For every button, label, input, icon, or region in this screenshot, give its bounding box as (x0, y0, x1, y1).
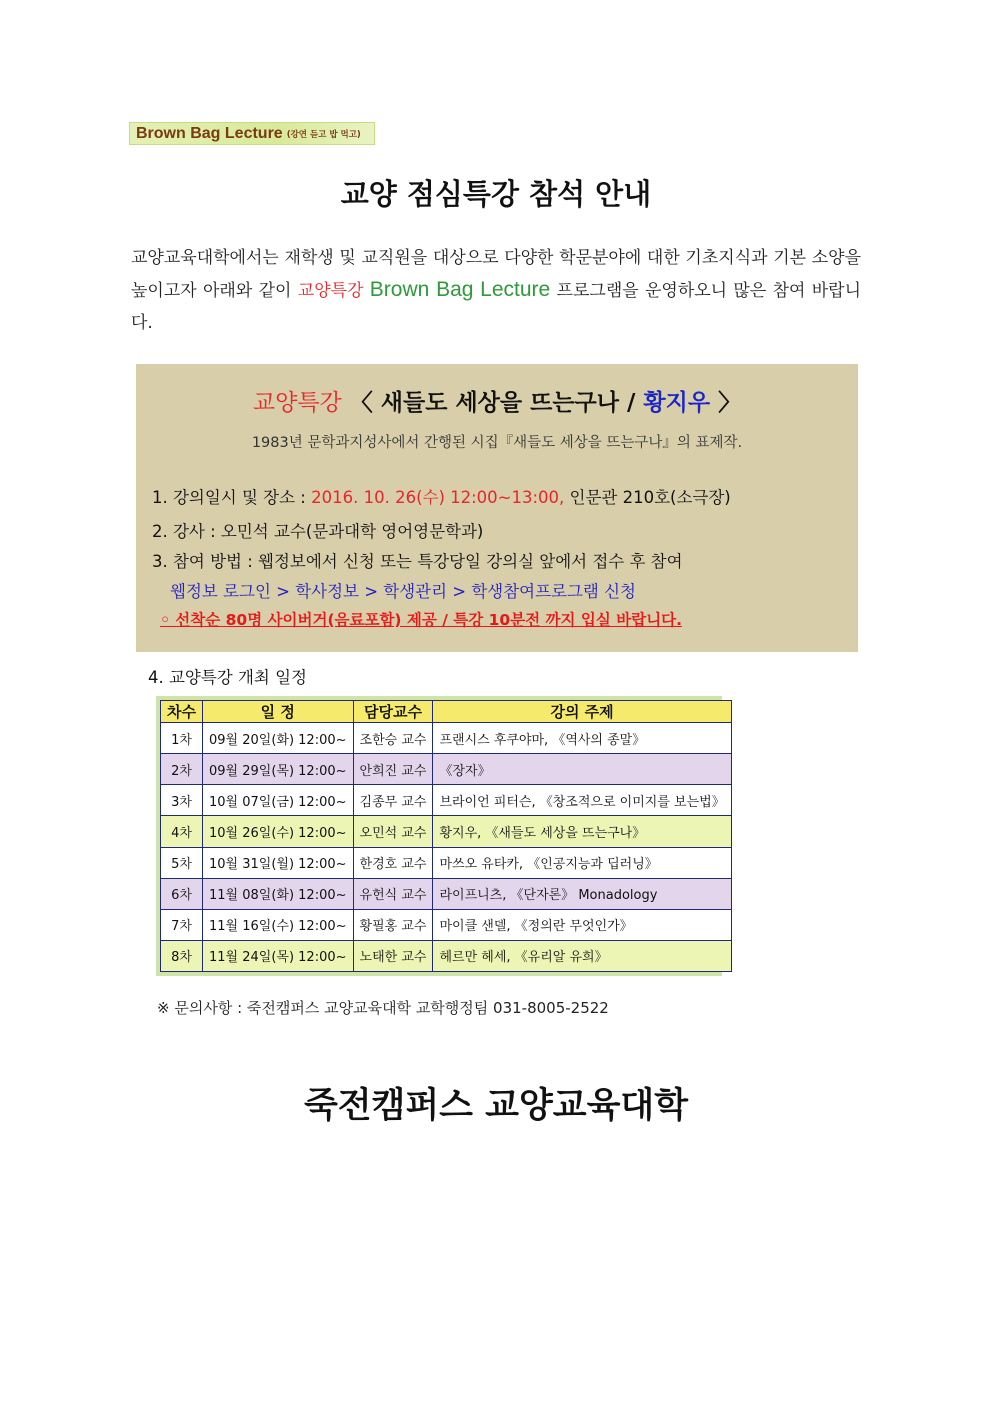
row-date: 11월 08일(화) 12:00~ (202, 878, 353, 909)
schedule-heading: 4. 교양특강 개최 일정 (148, 668, 307, 687)
intro-text-after: 프로그램을 운영하오니 많은 참여 바랍니다. (131, 281, 862, 333)
schedule-row (161, 940, 732, 971)
badge-subtitle: (강연 듣고 밥 먹고) (286, 129, 361, 140)
schedule-header-row (161, 701, 732, 723)
schedule-row (161, 816, 732, 847)
row-number: 8차 (161, 940, 203, 971)
lecture-item-speaker: 2. 강사 : 오민석 교수(문과대학 영어영문학과) (152, 522, 484, 541)
item1-label: 1. 강의일시 및 장소 : (152, 488, 312, 507)
contact-info: ※ 문의사항 : 죽전캠퍼스 교양교육대학 교학행정팀 031-8005-2522 (157, 999, 609, 1017)
row-professor: 오민석 교수 (353, 816, 433, 847)
schedule-table (160, 700, 732, 972)
row-topic: 브라이언 피터슨, 《창조적으로 이미지를 보는법》 (433, 785, 731, 816)
badge-title: Brown Bag Lecture (136, 124, 283, 142)
schedule-row (161, 723, 732, 754)
row-date: 09월 29일(목) 12:00~ (202, 754, 353, 785)
header-no: 차수 (161, 701, 203, 723)
row-number: 2차 (161, 754, 203, 785)
row-topic: 마이클 샌델, 《정의란 무엇인가》 (433, 909, 731, 940)
lecture-item-path: 웹정보 로그인 > 학사정보 > 학생관리 > 학생참여프로그램 신청 (170, 582, 636, 601)
row-number: 3차 (161, 785, 203, 816)
row-date: 10월 31일(월) 12:00~ (202, 847, 353, 878)
schedule-row (161, 909, 732, 940)
row-date: 10월 07일(금) 12:00~ (202, 785, 353, 816)
lecture-close: 〉 (718, 390, 742, 416)
item1-place: 인문관 210호(소극장) (564, 488, 731, 507)
intro-text-before: 교양교육대학에서는 재학생 및 교직원을 대상으로 다양한 학문분야에 대한 기초지식과 기본 소양을 높이고자 아래와 같이 (131, 248, 861, 301)
row-topic: 헤르만 헤세, 《유리알 유희》 (433, 940, 731, 971)
row-topic: 마쓰오 유타카, 《인공지능과 딥러닝》 (433, 847, 731, 878)
intro-highlight-red: 교양특강 (297, 281, 364, 301)
lecture-prefix: 교양특강 (252, 390, 342, 416)
header-professor: 담당교수 (353, 701, 433, 723)
schedule-row (161, 847, 732, 878)
row-professor: 노태한 교수 (353, 940, 433, 971)
schedule-row (161, 878, 732, 909)
lecture-item-datetime (152, 484, 731, 508)
row-number: 1차 (161, 723, 203, 754)
schedule-row (161, 785, 732, 816)
header-date: 일 정 (202, 701, 353, 723)
row-date: 09월 20일(화) 12:00~ (202, 723, 353, 754)
row-professor: 조한승 교수 (353, 723, 433, 754)
row-professor: 안희진 교수 (353, 754, 433, 785)
header-topic: 강의 주제 (433, 701, 731, 723)
row-professor: 유헌식 교수 (353, 878, 433, 909)
row-date: 10월 26일(수) 12:00~ (202, 816, 353, 847)
lecture-notice: ◦ 선착순 80명 사이버거(음료포함) 제공 / 특강 10분전 까지 입실 바랍니다. (160, 611, 683, 629)
page-title: 교양 점심특강 참석 안내 (340, 177, 652, 211)
row-professor: 김종무 교수 (353, 785, 433, 816)
intro-paragraph (131, 242, 861, 339)
row-professor: 한경호 교수 (353, 847, 433, 878)
schedule-row (161, 754, 732, 785)
lecture-author: 황지우 (643, 390, 711, 416)
row-topic: 프랜시스 후쿠야마, 《역사의 종말》 (433, 723, 731, 754)
row-topic: 《장자》 (433, 754, 731, 785)
schedule-table-frame (156, 696, 725, 976)
row-number: 7차 (161, 909, 203, 940)
lecture-description: 1983년 문학과지성사에서 간행된 시집『새들도 세상을 뜨는구나』의 표제작. (251, 435, 743, 451)
lecture-open: 〈 새들도 세상을 뜨는구나 / (349, 390, 636, 416)
lecture-title (136, 384, 858, 417)
row-topic: 황지우, 《새들도 세상을 뜨는구나》 (433, 816, 731, 847)
row-professor: 황필홍 교수 (353, 909, 433, 940)
lecture-info-box (136, 364, 858, 652)
lecture-item-method: 3. 참여 방법 : 웹정보에서 신청 또는 특강당일 강의실 앞에서 접수 후 참여 (152, 552, 683, 571)
row-number: 4차 (161, 816, 203, 847)
row-number: 6차 (161, 878, 203, 909)
row-number: 5차 (161, 847, 203, 878)
brown-bag-badge (129, 122, 375, 145)
footer-organization: 죽전캠퍼스 교양교육대학 (303, 1086, 689, 1126)
intro-highlight-green: Brown Bag Lecture (369, 278, 551, 301)
row-topic: 라이프니츠, 《단자론》 Monadology (433, 878, 731, 909)
row-date: 11월 16일(수) 12:00~ (202, 909, 353, 940)
row-date: 11월 24일(목) 12:00~ (202, 940, 353, 971)
item1-date: 2016. 10. 26(수) 12:00~13:00, (311, 488, 565, 507)
